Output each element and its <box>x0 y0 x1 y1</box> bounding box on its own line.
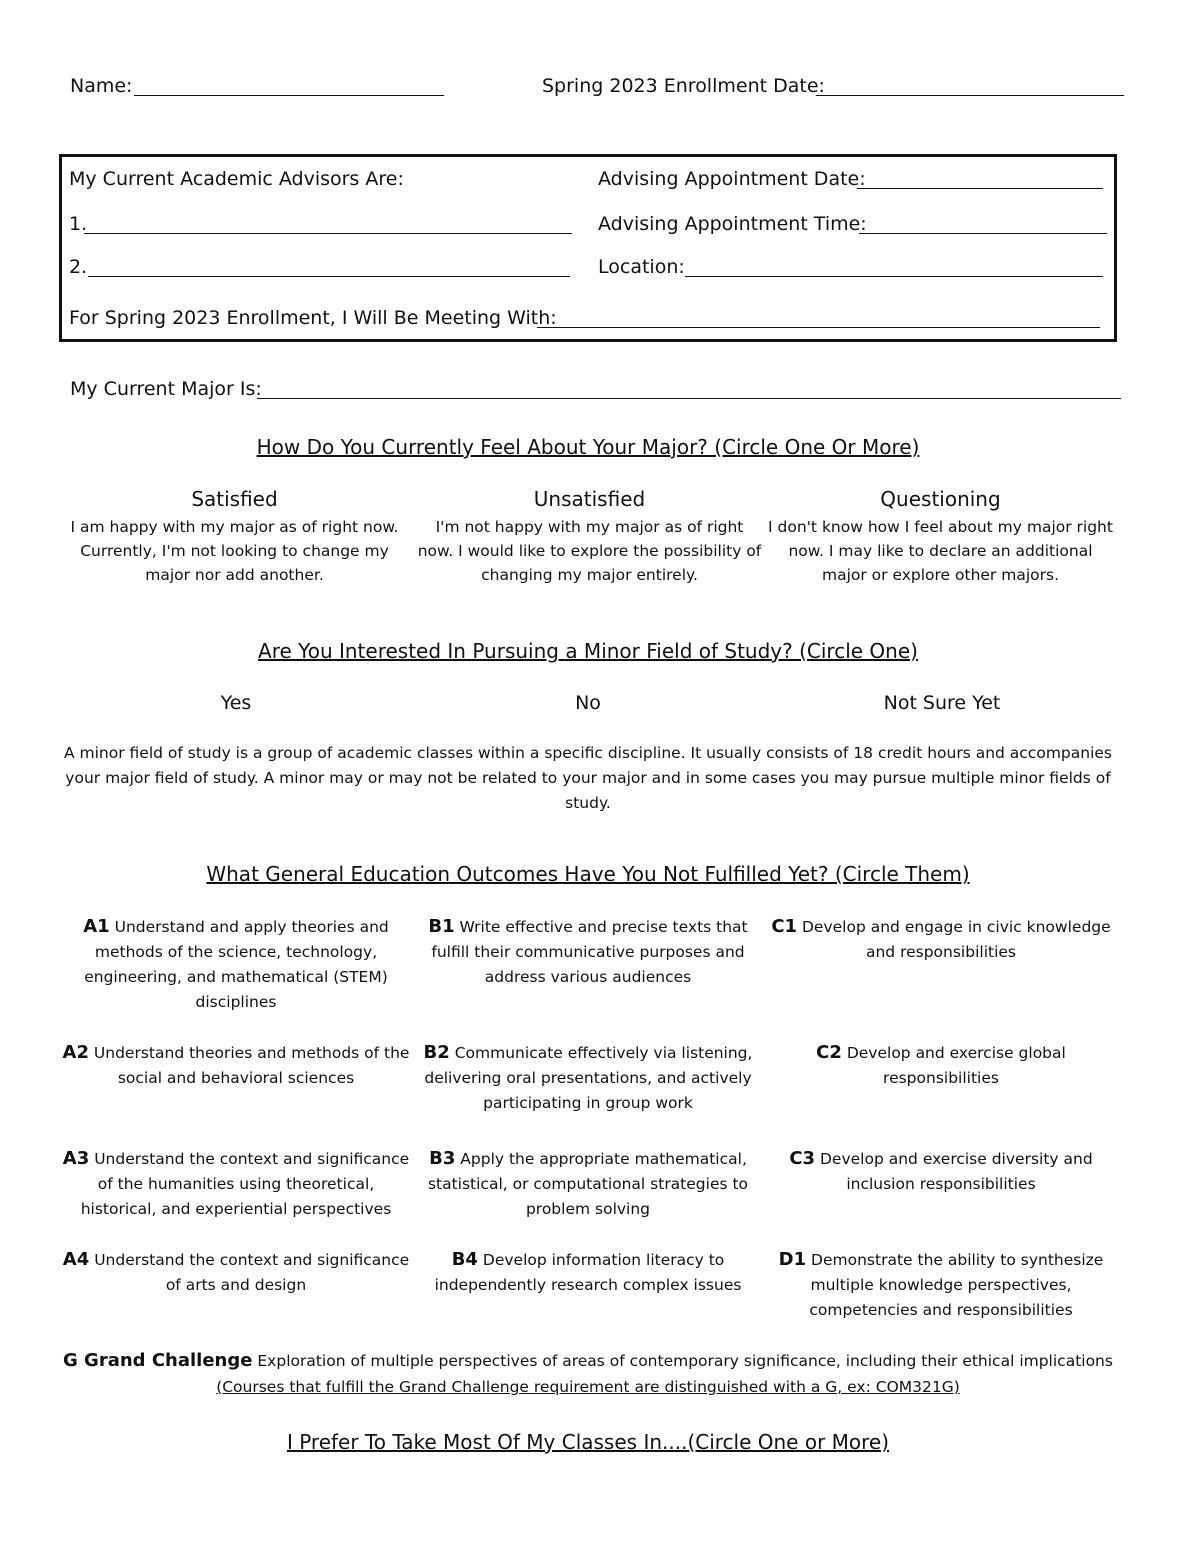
option-satisfied[interactable] <box>62 487 407 587</box>
option-title: Questioning <box>880 487 1001 511</box>
outcome-d1[interactable] <box>766 1247 1116 1323</box>
outcome-code: C3 <box>789 1148 816 1169</box>
classes-heading: I Prefer To Take Most Of My Classes In....(Circle One or More) <box>286 1430 890 1454</box>
gen-ed-heading: What General Education Outcomes Have You Not Fulfilled Yet? (Circle Them) <box>206 862 970 886</box>
option-title: Satisfied <box>191 487 278 511</box>
grand-challenge-code: G Grand Challenge <box>63 1350 253 1371</box>
outcome-code: C1 <box>771 916 798 937</box>
appointment-date-field[interactable] <box>857 188 1103 189</box>
outcome-code: B1 <box>428 916 455 937</box>
outcome-text: Write effective and precise texts that fulfill their communicative purposes and address various audiences <box>431 918 748 986</box>
appointment-time-field[interactable] <box>859 233 1107 234</box>
outcome-text: Develop information literacy to independently research complex issues <box>434 1251 742 1294</box>
option-desc: I don't know how I feel about my major right now. I may like to declare an additional major or explore other majors. <box>768 518 1113 584</box>
advisor-1-field[interactable] <box>84 233 572 234</box>
outcome-c1[interactable] <box>766 914 1116 965</box>
location-field[interactable] <box>685 276 1103 277</box>
outcome-c2[interactable] <box>766 1040 1116 1091</box>
major-label: My Current Major Is: <box>70 378 262 400</box>
outcome-code: B4 <box>451 1249 478 1270</box>
meeting-with-label: For Spring 2023 Enrollment, I Will Be Meeting With: <box>69 307 557 329</box>
meeting-with-field[interactable] <box>537 327 1100 328</box>
advisor-2-field[interactable] <box>88 276 570 277</box>
advisor-2-label: 2. <box>69 256 88 278</box>
outcome-b3[interactable] <box>413 1146 763 1222</box>
minor-heading: Are You Interested In Pursuing a Minor Field of Study? (Circle One) <box>258 639 918 663</box>
option-unsatisfied[interactable] <box>417 487 762 587</box>
outcome-a1[interactable] <box>61 914 411 1015</box>
feel-heading: How Do You Currently Feel About Your Major? (Circle One Or More) <box>256 435 920 459</box>
name-field[interactable] <box>134 95 444 96</box>
advisor-1-label: 1. <box>69 213 88 235</box>
outcome-code: A3 <box>62 1148 90 1169</box>
name-label: Name: <box>70 75 133 97</box>
outcome-text: Understand the context and significance of arts and design <box>94 1251 410 1294</box>
outcome-b2[interactable] <box>413 1040 763 1116</box>
outcome-code: A2 <box>62 1042 89 1063</box>
outcome-code: A4 <box>62 1249 90 1270</box>
outcome-code: A1 <box>83 916 110 937</box>
outcome-b1[interactable] <box>413 914 763 990</box>
outcome-text: Develop and exercise global responsibilities <box>846 1044 1066 1087</box>
appointment-date-label: Advising Appointment Date: <box>598 168 866 190</box>
major-field[interactable] <box>257 398 1121 399</box>
outcome-text: Understand the context and significance of the humanities using theoretical, historical, and experiential perspectives <box>80 1150 410 1218</box>
outcome-text: Demonstrate the ability to synthesize multiple knowledge perspectives, competencies and responsibilities <box>809 1251 1104 1319</box>
outcome-text: Develop and exercise diversity and inclusion responsibilities <box>820 1150 1093 1193</box>
outcome-text: Communicate effectively via listening, delivering oral presentations, and actively participating in group work <box>424 1044 753 1112</box>
advisors-label: My Current Academic Advisors Are: <box>69 168 404 190</box>
minor-option-not-sure[interactable]: Not Sure Yet <box>883 692 1001 714</box>
outcome-c3[interactable] <box>766 1146 1116 1197</box>
location-label: Location: <box>598 256 685 278</box>
outcome-text: Develop and engage in civic knowledge and responsibilities <box>802 918 1111 961</box>
outcome-text: Understand theories and methods of the social and behavioral sciences <box>93 1044 410 1087</box>
outcome-b4[interactable] <box>413 1247 763 1298</box>
outcome-text: Apply the appropriate mathematical, statistical, or computational strategies to problem solving <box>427 1150 749 1218</box>
outcome-code: D1 <box>778 1249 807 1270</box>
outcome-text: Understand and apply theories and methods of the science, technology, engineering, and mathematical (STEM) disciplines <box>84 918 389 1011</box>
grand-challenge[interactable] <box>0 1348 1176 1374</box>
outcome-a2[interactable] <box>61 1040 411 1091</box>
grand-challenge-note: (Courses that fulfill the Grand Challenge requirement are distinguished with a G, ex: COM321G) <box>216 1378 960 1396</box>
outcome-code: B2 <box>423 1042 450 1063</box>
option-desc: I am happy with my major as of right now. Currently, I'm not looking to change my major nor add another. <box>70 518 399 584</box>
grand-challenge-text: Exploration of multiple perspectives of areas of contemporary significance, including their ethical implications <box>257 1352 1113 1370</box>
minor-option-yes[interactable]: Yes <box>220 692 252 714</box>
outcome-code: C2 <box>816 1042 842 1063</box>
outcome-a3[interactable] <box>61 1146 411 1222</box>
outcome-code: B3 <box>429 1148 456 1169</box>
option-desc: I'm not happy with my major as of right now. I would like to explore the possibility of changing my major entirely. <box>417 518 762 584</box>
appointment-time-label: Advising Appointment Time: <box>598 213 867 235</box>
option-questioning[interactable] <box>768 487 1113 587</box>
enrollment-date-field[interactable] <box>816 95 1124 96</box>
minor-description: A minor field of study is a group of academic classes within a specific discipline. It usually consists of 18 credit hours and accompanies your major field of study. A minor may or may not be related to your major and in some cases you may pursue multiple minor fields of study. <box>63 744 1112 812</box>
outcome-a4[interactable] <box>61 1247 411 1298</box>
option-title: Unsatisfied <box>533 487 646 511</box>
enrollment-date-label: Spring 2023 Enrollment Date: <box>542 75 825 97</box>
minor-option-no[interactable]: No <box>575 692 601 714</box>
